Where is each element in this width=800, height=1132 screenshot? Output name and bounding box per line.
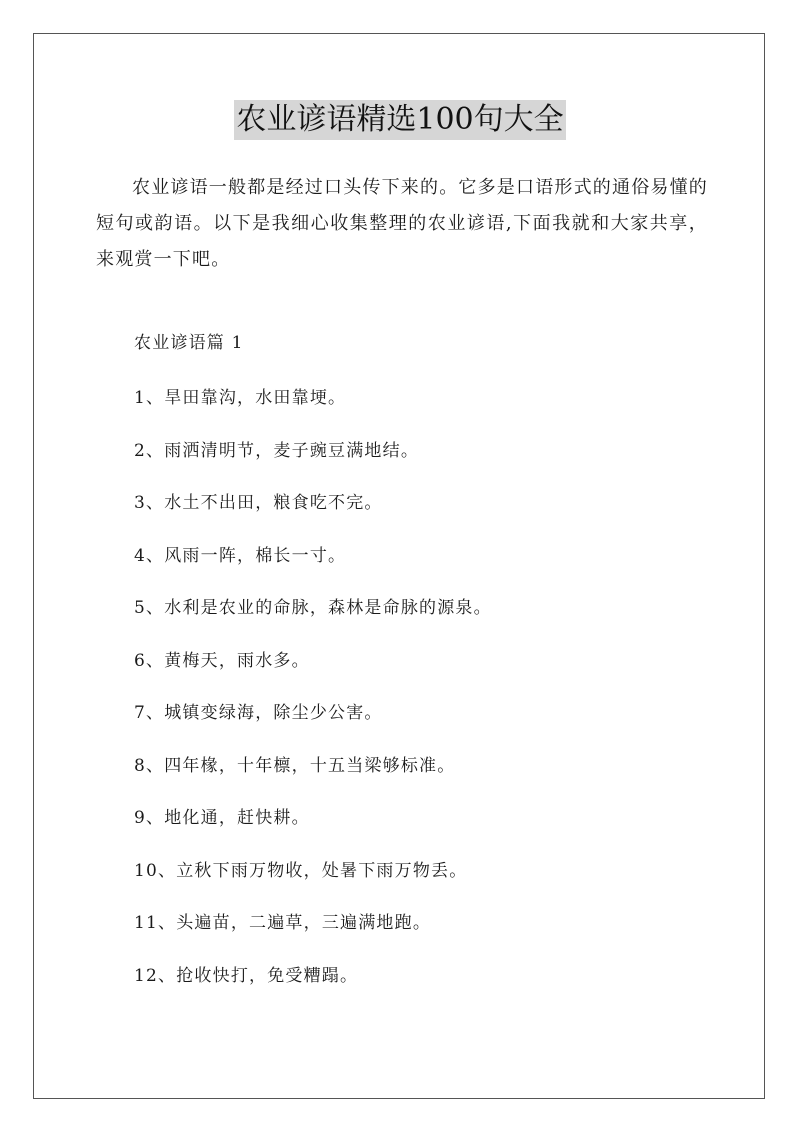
list-item: 1、旱田靠沟，水田靠埂。 [134,388,347,408]
page-title: 农业谚语精选100句大全 [234,100,565,140]
list-item: 9、地化通，赶快耕。 [134,808,310,828]
list-item: 3、水土不出田，粮食吃不完。 [134,493,383,513]
list-item: 10、立秋下雨万物收，处暑下雨万物丢。 [134,860,468,881]
intro-paragraph: 农业谚语一般都是经过口头传下来的。它多是口语形式的通俗易懂的短句或韵语。以下是我细心收集整理的农业谚语,下面我就和大家共享，来观赏一下吧。 [96,177,708,270]
intro-paragraph-container [96,170,708,278]
list-item: 12、抢收快打，免受糟蹋。 [134,965,359,986]
list-item: 8、四年椽，十年檩，十五当梁够标准。 [134,755,456,776]
list-item: 11、头遍苗，二遍草，三遍满地跑。 [134,913,432,933]
proverb-list [134,385,492,1015]
list-item: 5、水利是农业的命脉，森林是命脉的源泉。 [134,598,492,618]
list-item: 7、城镇变绿海，除尘少公害。 [134,703,383,723]
list-item: 2、雨洒清明节，麦子豌豆满地结。 [134,440,420,461]
list-item: 6、黄梅天，雨水多。 [134,650,310,671]
list-item: 4、风雨一阵，棉长一寸。 [134,545,347,566]
title-container [0,100,800,140]
section-heading: 农业谚语篇 1 [134,333,244,353]
